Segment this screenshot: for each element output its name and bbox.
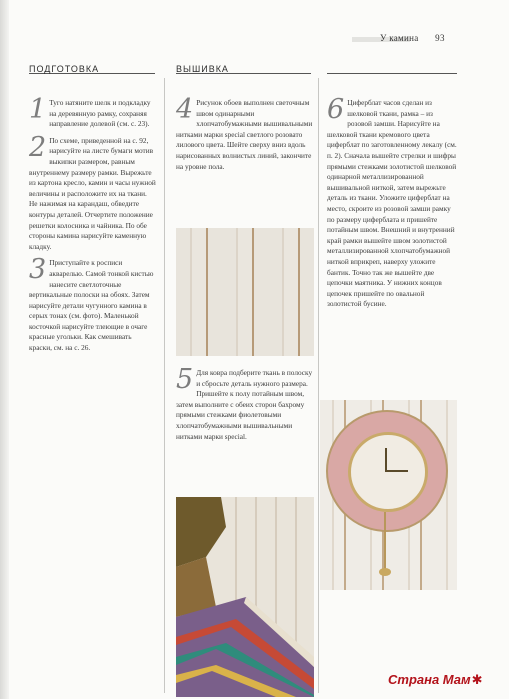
wallpaper-embroidery-photo — [176, 228, 314, 356]
pendulum-chain — [384, 512, 386, 570]
page-number: 93 — [435, 33, 445, 43]
clock-face — [348, 432, 428, 512]
page-spine-shadow — [0, 0, 9, 699]
header-title: У камина — [380, 33, 419, 43]
step-number: 6 — [327, 94, 345, 125]
pendulum-bead — [379, 568, 391, 576]
step-number: 1 — [29, 94, 47, 125]
column-heading-embroidery: ВЫШИВКА — [176, 64, 229, 74]
step-text: Для ковра подберите ткань в полоску и сбросьте деталь нужного размера. Пришейте к полу потайным швом, затем выполните с обеих сторон бахрому прямыми стежками фиолетовыми хлопчатобумажными вышивальными нитками марки special. — [176, 368, 313, 441]
step-text: Рисунок обоев выполнен светочным швом одинарными хлопчатобумажными вышивальными нитками марки special светлого розовато лилового цвета. Шейте сверху вниз вдоль нарисованных волнистых линий, закончите на уровне пола. — [176, 98, 313, 171]
column-clock — [327, 94, 457, 316]
clock-hand-minute — [386, 470, 408, 472]
column-divider — [318, 78, 319, 693]
step-3 — [29, 254, 156, 353]
step-number: 4 — [176, 94, 194, 125]
step-2 — [29, 131, 156, 253]
step-text: Туго натяните шелк и подкладку на деревянную рамку, сохраняя направление долевой (см. с. 23). — [49, 98, 151, 129]
step-number: 2 — [29, 131, 47, 163]
step-4 — [176, 94, 313, 172]
rug-embroidery-photo — [176, 497, 314, 697]
star-icon: ✱ — [471, 672, 483, 687]
step-number: 5 — [176, 364, 194, 395]
step-text: Приступайте к росписи акварелью. Самой тонкой кистью нанесите светлоточные вертикальные полоски на обоях. Затем нарисуйте детали чугунного камина в серых тонах (см. фото). Маленькой косточкой нарисуйте тлеющие в очаге красные угольки. Как смешивать краски, см. на с. 26. — [29, 258, 154, 353]
rug-illustration — [176, 497, 314, 697]
step-text: По схеме, приведенной на с. 92, нарисуйте на листе бумаги мотив выкипки размером, равным внутреннему размеру рамки. Вырежьте из картона кресло, камин и часы нужной величины и расположите их на ткани. Не нажимая на карандаш, обведите контуры деталей. Отчертите положение решетки колосника и чайника. По обе стороны камина нарисуйте каменную кладку. — [29, 135, 156, 251]
watermark-logo — [388, 672, 483, 688]
column-embroidery-step4 — [176, 94, 313, 178]
column-heading-preparation: ПОДГОТОВКА — [29, 64, 100, 74]
step-text: Циферблат часов сделан из шелковой ткани, рамка – из розовой замши. Нарисуйте на шелковой ткани кремового цвета циферблат по заготовленному лекалу (см. п. 2). Сначала вышейте стрелки и шифры прямыми стежками золотистой шелковой одинарной металлизированной вышивальной ниткой, затем вырежьте деталь из ткани. Уложите циферблат на место, скроите из розовой замши рамку по размеру циферблата и пришейте потайным швом. Внешний и внутренний край рамки вышейте швом золотистой металлизированной хлопчатобумажной ниткой вприкреп, наверху уложите бантик. Точно так же вышейте две цепочки маятника. У нижних концов цепочек пришейте по овальной золотистой бусине. — [327, 98, 457, 309]
column-divider — [164, 78, 165, 693]
step-5 — [176, 364, 313, 442]
column-preparation — [29, 94, 156, 360]
bleed-through-text — [14, 405, 156, 655]
column-rule-3 — [327, 73, 457, 74]
running-header — [380, 33, 445, 43]
step-1 — [29, 94, 156, 130]
step-number: 3 — [29, 254, 47, 286]
column-embroidery-step5 — [176, 364, 313, 448]
watermark-text: Страна Мам — [388, 672, 471, 687]
clock-hand-hour — [385, 448, 387, 472]
step-6 — [327, 94, 457, 310]
